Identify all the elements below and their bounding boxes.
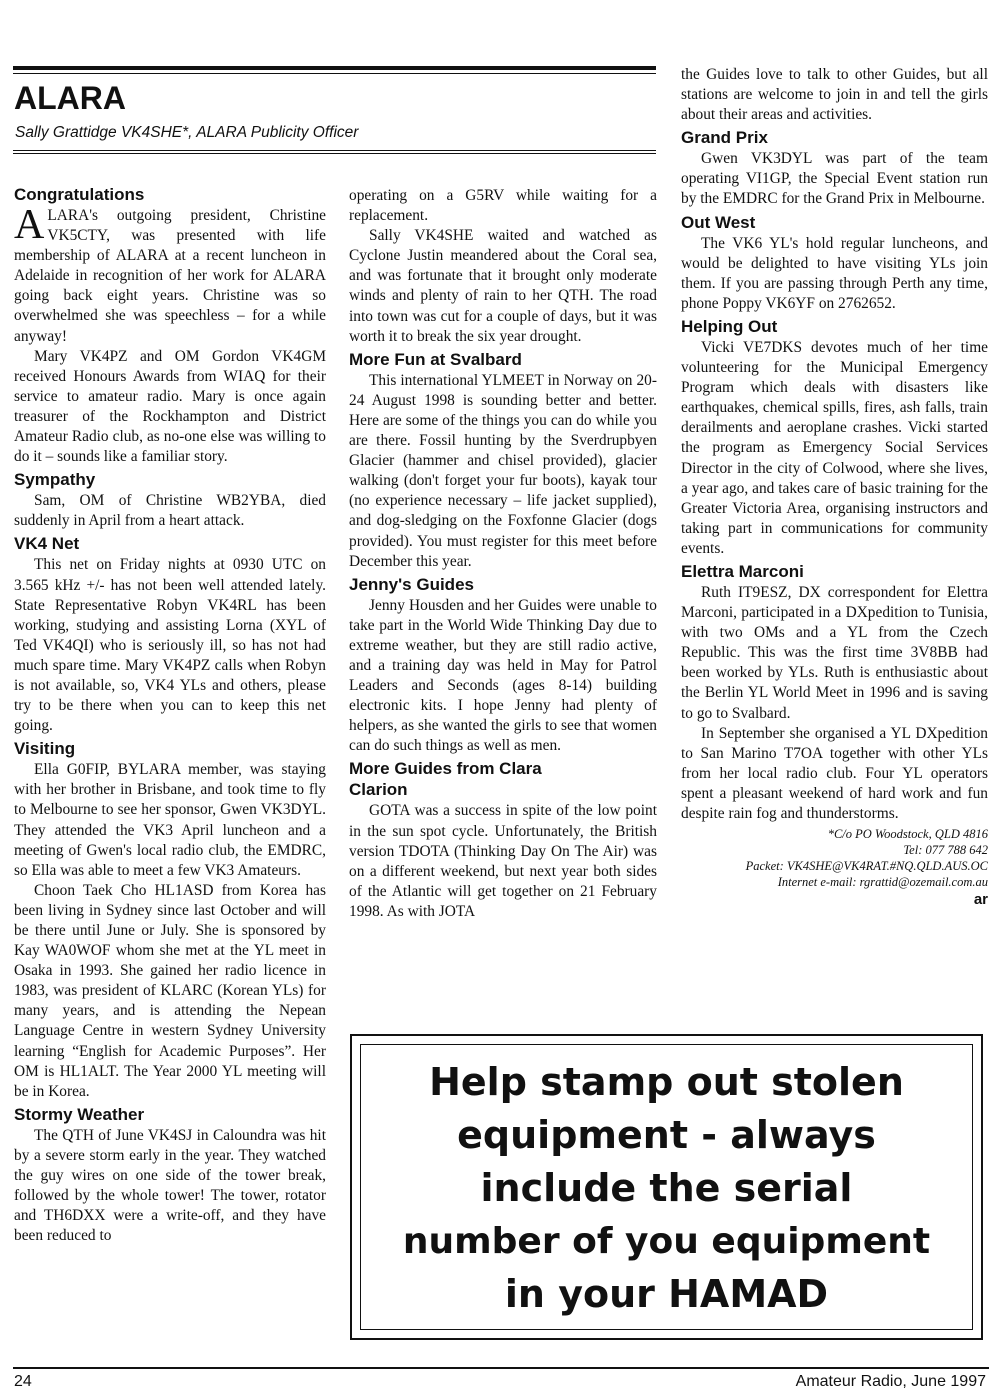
paragraph: The VK6 YL's hold regular luncheons, and would be delighted to have visiting YLs join them. If you are passing through Perth any time, phone Poppy VK6YF on 2762652. [681,234,988,312]
address-packet: Packet: VK4SHE@VK4RAT.#NQ.QLD.AUS.OC [745,859,988,874]
paragraph: ALARA's outgoing president, Christine VK5CTY, was presented with life membership of ALARA at a recent luncheon in Adelaide in recognition of her work for ALARA going back eight years. Christine was so overwhelmed she was speechless – for a while anyway! [14,202,326,345]
heading-elettra-marconi: Elettra Marconi [681,561,804,581]
page-number: 24 [14,1373,32,1390]
paragraph: GOTA was a success in spite of the low point in the sun spot cycle. Unfortunately, the British version TDOTA (Thinking Day On The Air) was on a different weekend, but next year both sides of the Atlantic will get together on 21 February 1998. As with JOTA [349,802,657,920]
ad-line: include the serial [480,1166,853,1210]
top-rule-thin [13,73,656,74]
heading-sympathy: Sympathy [14,470,96,490]
paragraph: Sally VK4SHE waited and watched as Cyclone Justin meandered about the Coral sea, and was fortunate that it brought only moderate winds and plenty of rain to her QTH. The road into town was cut for a couple of days, but it was worth it to break the six year drought. [349,227,657,345]
byline-rule-thin [13,153,656,154]
ad-line: in your HAMAD [504,1272,829,1316]
paragraph: Jenny Housden and her Guides were unable to take part in the World Wide Thinking Day due to extreme weather, but they are still radio active, and a training day was held in May for Patrol Leaders and Seconds (ages 8-14) building electronic kits. I hope Jenny had plenty of helpers, as she wanted the girls to see that women can do such things as well as men. [349,596,657,755]
footer-rule [13,1367,989,1369]
paragraph: Sam, OM of Christine WB2YBA, died suddenly in April from a heart attack. [14,492,326,530]
author-address [681,826,988,890]
paragraph: Mary VK4PZ and OM Gordon VK4GM received Honours Awards from WIAQ for their service to amateur radio. Mary is once again treasurer of the Rockhampton and District Amateur Radio club, as no-one else was willing to do it – sounds like a familiar story. [14,347,326,466]
paragraph: Choon Taek Cho HL1ASD from Korea has been living in Sydney since last October and will be there until June or July. She is sponsored by Kay WA0WOF whom she met at the YL meet in Osaka in 1993. She gained her radio licence in 1983, was president of KLARC (Korean YLs) for many years, and is attending the Nepean Language Centre in western Sydney University learning “English for Academic Purposes”. Her OM is HL1ALT. The Year 2000 YL meeting will be in Korea. [14,881,326,1100]
ad-line: number of you equipment [402,1221,931,1262]
heading-helping-out: Helping Out [681,316,778,336]
article-byline: Sally Grattidge VK4SHE*, ALARA Publicity Officer [15,124,359,141]
paragraph: Ruth IT9ESZ, DX correspondent for Elettra Marconi, participated in a DXpedition to Tunisia, with two OMs and a YL from the Czech Republic. This was the first time 3V8BB had been worked by YLs. Ruth is enthusiastic about the Berlin YL World Meet in 1996 and is saving to go to Svalbard. [681,583,988,722]
heading-more-guides-from-clara-clarion: More Guides from Clara Clarion [349,759,542,800]
article-title: ALARA [14,80,126,116]
address-email: Internet e-mail: rgrattid@ozemail.com.au [777,875,988,890]
paragraph: operating on a G5RV while waiting for a replacement. [349,187,657,225]
heading-congratulations: Congratulations [14,185,145,204]
paragraph: In September she organised a YL DXpedition to San Marino T7OA together with other YLs from her local radio club. Four YL operators spent a pleasant weekend of hard work and fun despite rain fog and thunderstorms. [681,724,988,822]
heading-stormy-weather: Stormy Weather [14,1104,145,1124]
heading-visiting: Visiting [14,739,76,759]
column-2 [349,186,657,922]
top-rule-thick [13,66,656,70]
heading-grand-prix: Grand Prix [681,128,768,148]
byline-rule [13,150,656,151]
column-1 [14,182,326,1246]
heading-more-fun-at-svalbard: More Fun at Svalbard [349,349,522,369]
ad-line: equipment - always [457,1113,876,1157]
publication-info: Amateur Radio, June 1997 [795,1373,986,1390]
advertisement-text [352,1056,981,1321]
end-mark: ar [973,891,988,909]
paragraph: the Guides love to talk to other Guides, but all stations are welcome to join in and tell the girls about their areas and activities. [681,66,988,124]
heading-vk4-net: VK4 Net [14,534,80,554]
address-phone: Tel: 077 788 642 [903,843,988,858]
paragraph: Vicki VE7DKS devotes much of her time volunteering for the Municipal Emergency Program which deals with disasters like earthquakes, chemical spills, fires, ash falls, train derailments and aeroplane crashes. Vicki started the program as Emergency Social Services Director in the city of Colwood, where she lives, a year ago, and takes care of basic training for the Greater Victoria Area, organising instructors and taking part in communications for community events. [681,338,988,557]
paragraph: This net on Friday nights at 0930 UTC on 3.565 kHz +/- has not been well attended lately. State Representative Robyn VK4RL has been working, studying and assisting Lorna (XYL of Ted VK4QI) who is seriously ill, so has not had much spare time. Mary VK4PZ calls when Robyn is not available, so, VK4 YLs and others, please try to be there when you can to keep this net going. [14,556,326,735]
heading-out-west: Out West [681,212,756,232]
paragraph: The QTH of June VK4SJ in Caloundra was hit by a severe storm early in the year. They watched the guy wires on one side of the tower break, followed by the whole tower! The tower, rotator and TH6DXX were a write-off, and they have been reduced to [14,1126,326,1245]
paragraph: This international YLMEET in Norway on 20-24 August 1998 is sounding better and better. Here are some of the things you can do while you are there. Fossil hunting by the Sverdrupbyen Glacier (hammer and chisel provided), glacier walking (don't forget your fur boots), kayak tour (no experience necessary – life jacket supplied), and dog-sledging on the Foxfonne Glacier (dogs provided). You must register for this meet before December this year. [349,371,657,570]
drop-cap: A [14,202,45,248]
ad-line: Help stamp out stolen [429,1060,904,1104]
advertisement-box [350,1034,983,1340]
heading-jennys-guides: Jenny's Guides [349,574,474,594]
paragraph: Gwen VK3DYL was part of the team operating VI1GP, the Special Event station run by the EMDRC for the Grand Prix in Melbourne. [681,150,988,208]
paragraph: Ella G0FIP, BYLARA member, was staying with her brother in Brisbane, and took time to fly to Melbourne to see her sponsor, Gwen VK3DYL. They attended the VK3 April luncheon and a meeting of Gwen's local radio club, the EMDRC, so Ella was able to meet a few VK3 Amateurs. [14,761,326,879]
address-line: *C/o PO Woodstock, QLD 4816 [827,827,988,842]
column-3 [681,65,988,910]
